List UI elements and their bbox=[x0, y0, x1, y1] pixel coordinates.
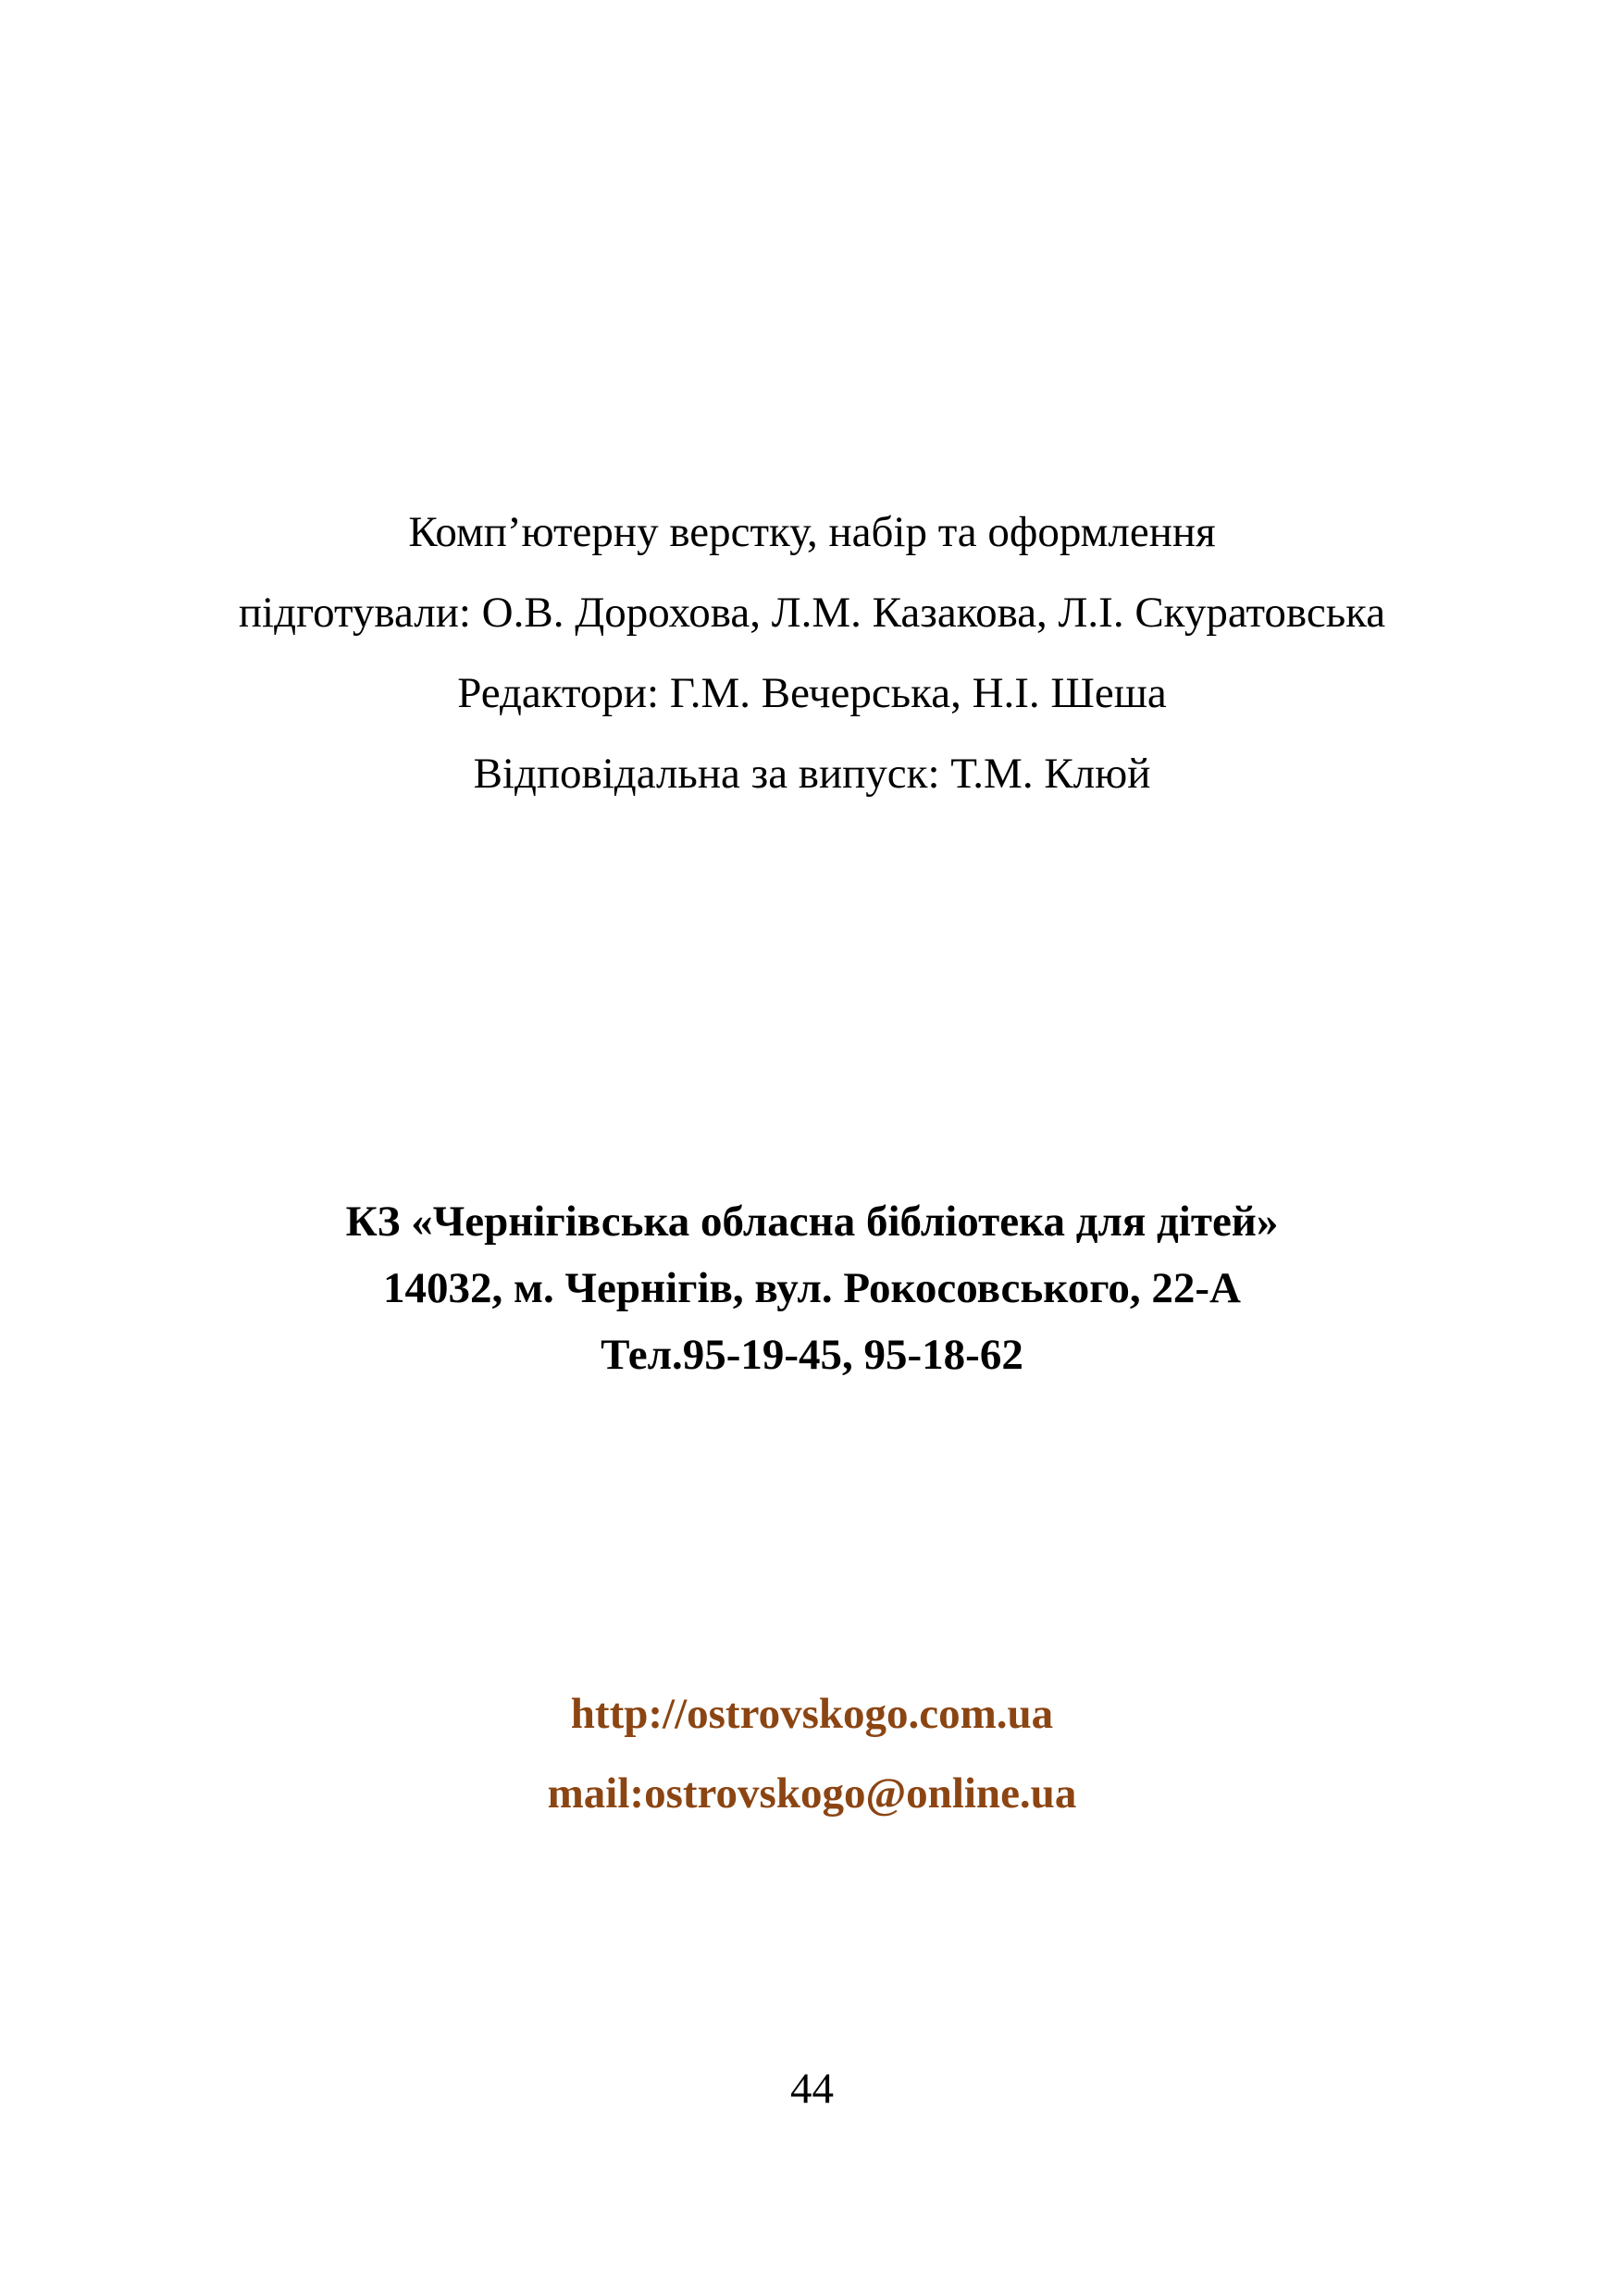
credits-responsible: Відповідальна за випуск: Т.М. Клюй bbox=[473, 750, 1151, 798]
email-link[interactable]: mail:ostrovskogo@online.ua bbox=[547, 1769, 1077, 1818]
credits-prepared-by: підготували: О.В. Дорохова, Л.М. Казакова, Л.І. Скуратовська bbox=[238, 589, 1386, 637]
institution-name: КЗ «Чернігівська обласна бібліотека для дітей» bbox=[345, 1198, 1279, 1246]
institution-phone: Тел.95-19-45, 95-18-62 bbox=[601, 1331, 1023, 1379]
page-number: 44 bbox=[790, 2065, 834, 2113]
website-link[interactable]: http://ostrovskogo.com.ua bbox=[570, 1690, 1054, 1738]
credits-editors: Редактори: Г.М. Вечерська, Н.І. Шеша bbox=[457, 669, 1167, 717]
institution-address: 14032, м. Чернігів, вул. Рокосовського, 22-А bbox=[383, 1264, 1241, 1312]
credits-layout-line: Комп’ютерну верстку, набір та оформлення bbox=[408, 508, 1216, 556]
